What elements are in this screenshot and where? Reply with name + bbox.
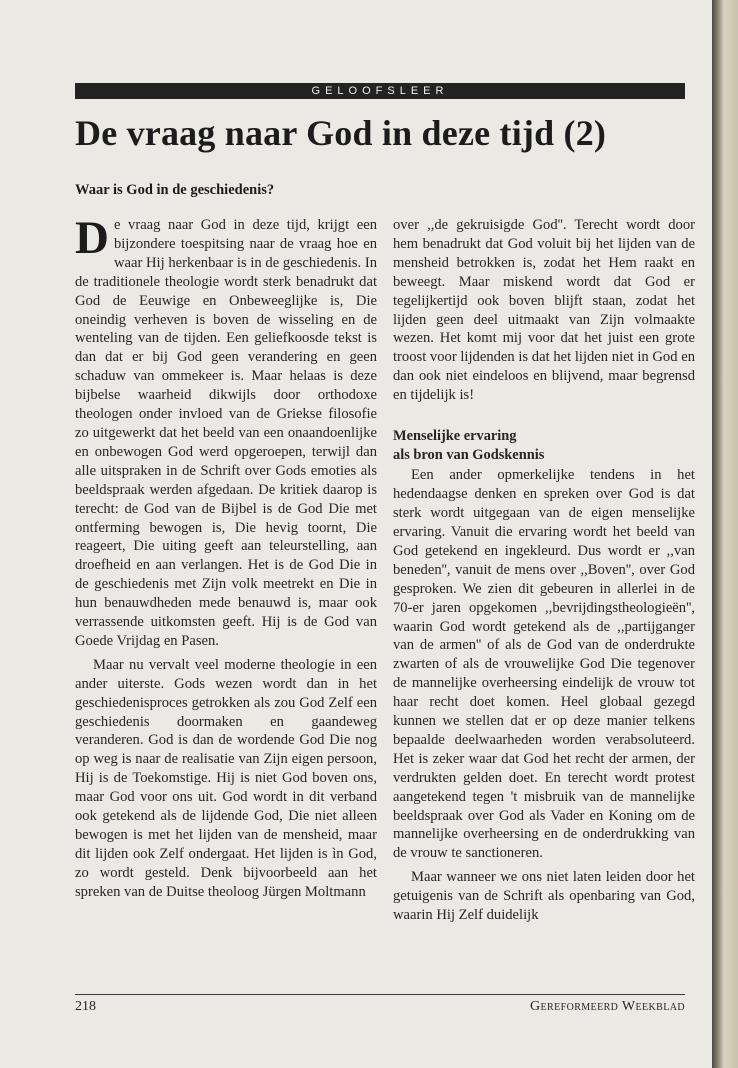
section-heading [393, 427, 695, 464]
section-label: GELOOFSLEER [75, 83, 685, 99]
page-number: 218 [75, 999, 96, 1014]
drop-cap: D [75, 212, 109, 264]
article-subheading: Waar is God in de geschiedenis? [75, 182, 275, 198]
magazine-name: Gereformeerd Weekblad [530, 999, 685, 1014]
left-paragraph-1 [75, 212, 377, 651]
section-heading-line-1: Menselijke ervaring [393, 428, 517, 445]
left-paragraph-2: Maar nu vervalt veel moderne theologie in een ander uiterste. Gods wezen wordt dan in het geschiedenisproces getrokken als zou God Zelf een geschiedenis doormaken en gaandeweg veranderen. God is dan de wordende God Die nog op weg is naar de realisatie van Zijn eigen persoon, Hij is de Toekomstige. Hij is niet God boven ons, maar God voor ons uit. God wordt in dit verband ook getekend als de lijdende God, Die niet alleen bewogen is met het lijden van de mensheid, maar dit lijden ook Zelf ondergaat. Het lijden is ìn God, zo wordt gesteld. Denk bijvoorbeeld aan het spreken van de Duitse theoloog Jürgen Moltmann [75, 656, 377, 900]
footer-divider [75, 994, 685, 995]
article-title: De vraag naar God in deze tijd (2) [75, 113, 607, 153]
page-edge-shadow [712, 0, 738, 1068]
right-column [393, 216, 695, 925]
left-column [75, 212, 377, 902]
right-paragraph-1: over ,,de gekruisigde God''. Terecht wordt door hem benadrukt dat God voluit bij het lijden van de mensheid betrokken is, zodat het Hem raakt en beweegt. Maar miskend wordt dat God er tegelijkertijd ook boven blijft staan, zodat het lijden geen deel uitmaakt van Zijn volmaakte wezen. Het komt mij voor dat het juist een grote troost voor lijdenden is dat het lijden niet in God en dan ook niet eindeloos en blijvend, maar begrensd en tijdelijk is! [393, 217, 695, 404]
left-paragraph-1-text: e vraag naar God in deze tijd, krijgt een bijzondere toespitsing naar de vraag hoe en waar Hij herkenbaar is in de geschiedenis. In de traditionele theologie wordt sterk benadrukt dat God de Eeuwige en Onbeweeglijke is, Die oneindig verheven is boven de wisseling en de wenteling van de tijden. Een geliefkoosde tekst is dan dat er bij God geen verandering en geen schaduw van ommekeer is. Maar helaas is deze bijbelse waarheid dikwijls door orthodoxe theologen onder invloed van de Griekse filosofie zo uitgewerkt dat het beeld van een onaandoenlijke en onbewogen God werd opgeroepen, terwijl dan alle uitspraken in de Schrift over Gods emoties als beeldspraak werden afgedaan. De kritiek daarop is terecht: de God van de Bijbel is de God Die met ontferming bewogen is, Die hevig toornt, Die reageert, Die uiting geeft aan teleurstelling, aan droefheid en aan verlangen. Het is de God Die in de geschiedenis met Zijn volk meetrekt en Die in hun benauwdheden mede benauwd is, maar ook verrassende uitkomsten geeft. Hij is de God van Goede Vrijdag en Pasen. [75, 217, 377, 649]
right-paragraph-2: Een ander opmerkelijke tendens in het hedendaagse denken en spreken over God is dat sterk wordt uitgegaan van de eigen menselijke ervaring. Vanuit die ervaring wordt het beeld van God getekend en ingekleurd. Dus wordt er ,,van beneden'', vanuit de mens over ,,Boven'', over God gesproken. We zien dit gebeuren in allerlei in de 70-er jaren opgekomen ,,bevrijdingstheologieën'', waarin God wordt getekend als de ,,partijganger van de armen'' of als de God van de onderdrukte zwarten of als de vrouwelijke God Die tegenover de mannelijke overheersing eindelijk de vrouw tot haar recht doet komen. Heel globaal gezegd kunnen we stellen dat er op deze manier telkens bepaalde deelwaarheden worden verabsoluteerd. Het is zeker waar dat God het recht der armen, der verdrukten gelden doet. En terecht wordt protest aangetekend tegen 't misbruik van de mannelijke beeldspraak over God als Vader en Koning om de mannelijke overheersing en de onderdrukking van de vrouw te sanctioneren. [393, 467, 695, 862]
section-heading-line-2: als bron van Godskennis [393, 446, 545, 463]
right-paragraph-3: Maar wanneer we ons niet laten leiden door het getuigenis van de Schrift als openbaring van God, waarin Hij Zelf duidelijk [393, 869, 695, 924]
